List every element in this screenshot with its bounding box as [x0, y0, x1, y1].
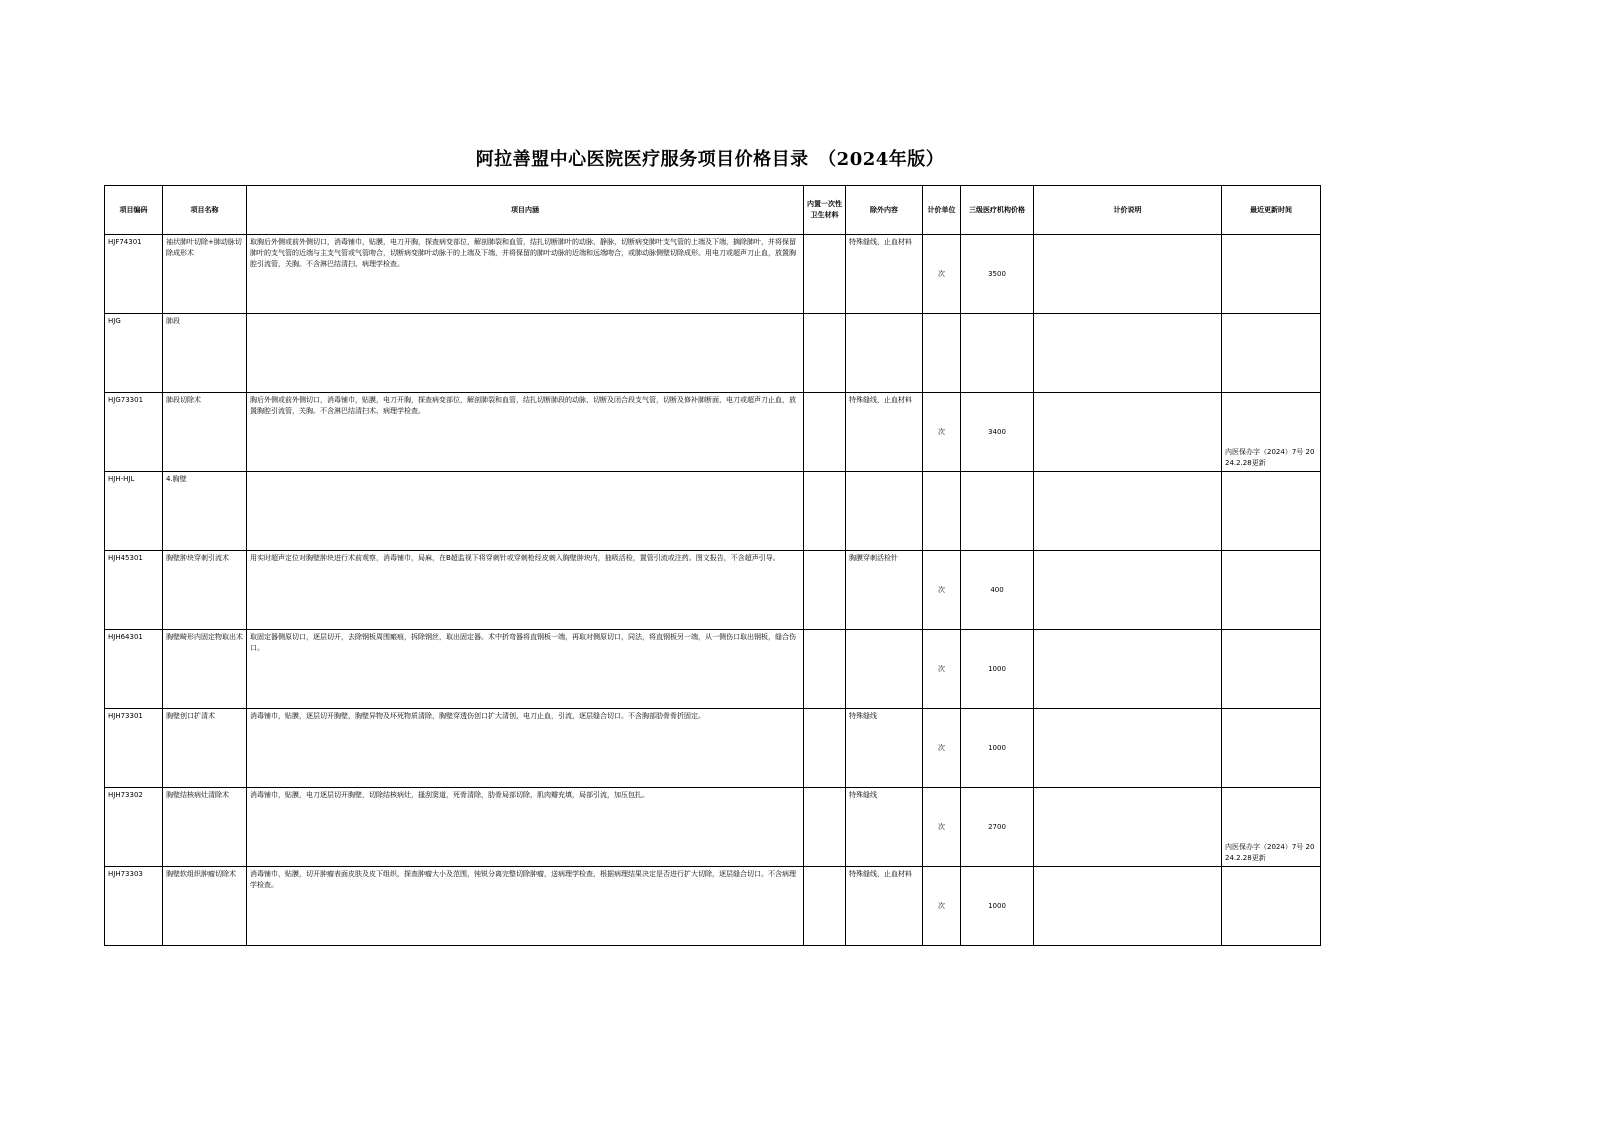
item-price	[961, 472, 1034, 551]
table-row	[105, 630, 1321, 709]
item-name: 胸壁畸形内固定物取出术	[163, 630, 247, 709]
item-updated	[1222, 235, 1321, 314]
item-unit	[923, 314, 961, 393]
item-name: 4.胸壁	[163, 472, 247, 551]
item-code: HJH45301	[105, 551, 163, 630]
item-note	[1034, 393, 1222, 472]
item-note	[1034, 235, 1222, 314]
item-excluded: 特殊缝线，止血材料	[846, 867, 923, 946]
item-content: 消毒铺巾，贴膜，逐层切开胸壁，胸壁异物及坏死物质清除，胸壁穿透伤创口扩大清创，电刀止血，引流，逐层缝合切口。不含胸部肋骨骨折固定。	[247, 709, 804, 788]
item-content	[247, 314, 804, 393]
item-name: 胸壁创口扩清术	[163, 709, 247, 788]
item-updated	[1222, 709, 1321, 788]
item-material	[804, 235, 846, 314]
item-name: 袖状肺叶切除+肺动脉切除成形术	[163, 235, 247, 314]
table-row	[105, 867, 1321, 946]
item-code: HJF74301	[105, 235, 163, 314]
item-updated	[1222, 630, 1321, 709]
item-updated	[1222, 867, 1321, 946]
item-note	[1034, 551, 1222, 630]
col-header-unit: 计价单位	[923, 186, 961, 235]
item-unit: 次	[923, 709, 961, 788]
item-name: 胸壁软组织肿瘤切除术	[163, 867, 247, 946]
item-code: HJH73301	[105, 709, 163, 788]
item-code: HJH73303	[105, 867, 163, 946]
item-excluded: 特殊缝线	[846, 788, 923, 867]
item-excluded	[846, 472, 923, 551]
item-price: 3400	[961, 393, 1034, 472]
item-excluded	[846, 630, 923, 709]
table-row	[105, 393, 1321, 472]
item-unit: 次	[923, 235, 961, 314]
item-material	[804, 314, 846, 393]
table-row	[105, 551, 1321, 630]
item-unit: 次	[923, 867, 961, 946]
item-code: HJH-HJL	[105, 472, 163, 551]
item-unit: 次	[923, 788, 961, 867]
item-price: 1000	[961, 709, 1034, 788]
col-header-content: 项目内涵	[247, 186, 804, 235]
table-row	[105, 788, 1321, 867]
item-updated: 内医保办字（2024）7号 2024.2.28更新	[1222, 393, 1321, 472]
item-content: 消毒铺巾，贴膜，切开肿瘤表面皮肤及皮下组织，探查肿瘤大小及范围，钝锐分离完整切除肿瘤，送病理学检查，根据病理结果决定是否进行扩大切除，逐层缝合切口。不含病理学检查。	[247, 867, 804, 946]
item-note	[1034, 472, 1222, 551]
item-updated	[1222, 551, 1321, 630]
page-title: 阿拉善盟中心医院医疗服务项目价格目录 （2024年版）	[475, 149, 945, 170]
col-header-updated: 最近更新时间	[1222, 186, 1321, 235]
item-unit	[923, 472, 961, 551]
item-note	[1034, 709, 1222, 788]
item-price: 2700	[961, 788, 1034, 867]
item-price: 1000	[961, 630, 1034, 709]
item-note	[1034, 788, 1222, 867]
item-unit: 次	[923, 551, 961, 630]
item-excluded: 特殊缝线，止血材料	[846, 393, 923, 472]
item-note	[1034, 867, 1222, 946]
table-row	[105, 314, 1321, 393]
price-table	[104, 185, 1321, 946]
item-unit: 次	[923, 630, 961, 709]
item-excluded: 胸膜穿刺活检针	[846, 551, 923, 630]
table-row	[105, 472, 1321, 551]
item-material	[804, 551, 846, 630]
item-excluded	[846, 314, 923, 393]
item-price: 3500	[961, 235, 1034, 314]
item-price: 1000	[961, 867, 1034, 946]
item-content: 取固定器侧原切口，逐层切开，去除钢板周围瘢痕，拆除钢丝，取出固定器。术中折弯器将直钢板一端，再取对侧原切口，同法，将直钢板另一端，从一侧伤口取出钢板，缝合伤口。	[247, 630, 804, 709]
col-header-excluded: 除外内容	[846, 186, 923, 235]
item-material	[804, 630, 846, 709]
item-code: HJH64301	[105, 630, 163, 709]
table-row	[105, 235, 1321, 314]
item-unit: 次	[923, 393, 961, 472]
item-content: 用实时超声定位对胸壁肿块进行术前观察，消毒铺巾，局麻，在B超监视下将穿刺针或穿刺枪经皮刺入胸壁肿块内，抽吸活检，置管引流或注药。图文报告，不含超声引导。	[247, 551, 804, 630]
item-material	[804, 709, 846, 788]
item-material	[804, 472, 846, 551]
col-header-price: 三级医疗机构价格	[961, 186, 1034, 235]
col-header-code: 项目编码	[105, 186, 163, 235]
item-excluded: 特殊缝线	[846, 709, 923, 788]
col-header-material: 内置一次性卫生材料	[804, 186, 846, 235]
item-content: 消毒铺巾，贴膜，电刀逐层切开胸壁，切除结核病灶，搔刮窦道，死骨清除，肋骨局部切除，肌肉瓣充填，局部引流，加压包扎。	[247, 788, 804, 867]
col-header-name: 项目名称	[163, 186, 247, 235]
item-updated: 内医保办字（2024）7号 2024.2.28更新	[1222, 788, 1321, 867]
item-material	[804, 393, 846, 472]
item-note	[1034, 314, 1222, 393]
item-excluded: 特殊缝线，止血材料	[846, 235, 923, 314]
item-name: 胸壁肿块穿刺引流术	[163, 551, 247, 630]
item-price	[961, 314, 1034, 393]
item-name: 肺段切除术	[163, 393, 247, 472]
col-header-note: 计价说明	[1034, 186, 1222, 235]
item-updated	[1222, 314, 1321, 393]
header-row	[105, 186, 1321, 235]
item-price: 400	[961, 551, 1034, 630]
item-note	[1034, 630, 1222, 709]
item-code: HJG	[105, 314, 163, 393]
item-code: HJG73301	[105, 393, 163, 472]
item-material	[804, 788, 846, 867]
item-content: 胸后外侧或前外侧切口，消毒铺巾，贴膜，电刀开胸，探查病变部位，解剖肺裂和血管，结扎切断肺段的动脉，切断及闭合段支气管，切断及修补肺断面，电刀或超声刀止血，放置胸腔引流管，关胸。不含淋巴结清扫术、病理学检查。	[247, 393, 804, 472]
item-content	[247, 472, 804, 551]
table-row	[105, 709, 1321, 788]
item-material	[804, 867, 846, 946]
item-content: 取胸后外侧或前外侧切口，消毒铺巾，贴膜，电刀开胸，探查病变部位，解剖肺裂和血管，结扎切断肺叶的动脉，静脉，切断病变肺叶支气管的上端及下端，摘除肺叶，并将保留肺叶的支气管的近端与主支气管或气管吻合，切断病变肺叶动脉干的上端及下端，并将保留的肺叶动脉的近端和远端吻合，或肺动脉侧壁切除成形。用电刀或超声刀止血，放置胸腔引流管，关胸。不含淋巴结清扫、病理学检查。	[247, 235, 804, 314]
item-updated	[1222, 472, 1321, 551]
item-name: 肺段	[163, 314, 247, 393]
item-name: 胸壁结核病灶清除术	[163, 788, 247, 867]
item-code: HJH73302	[105, 788, 163, 867]
